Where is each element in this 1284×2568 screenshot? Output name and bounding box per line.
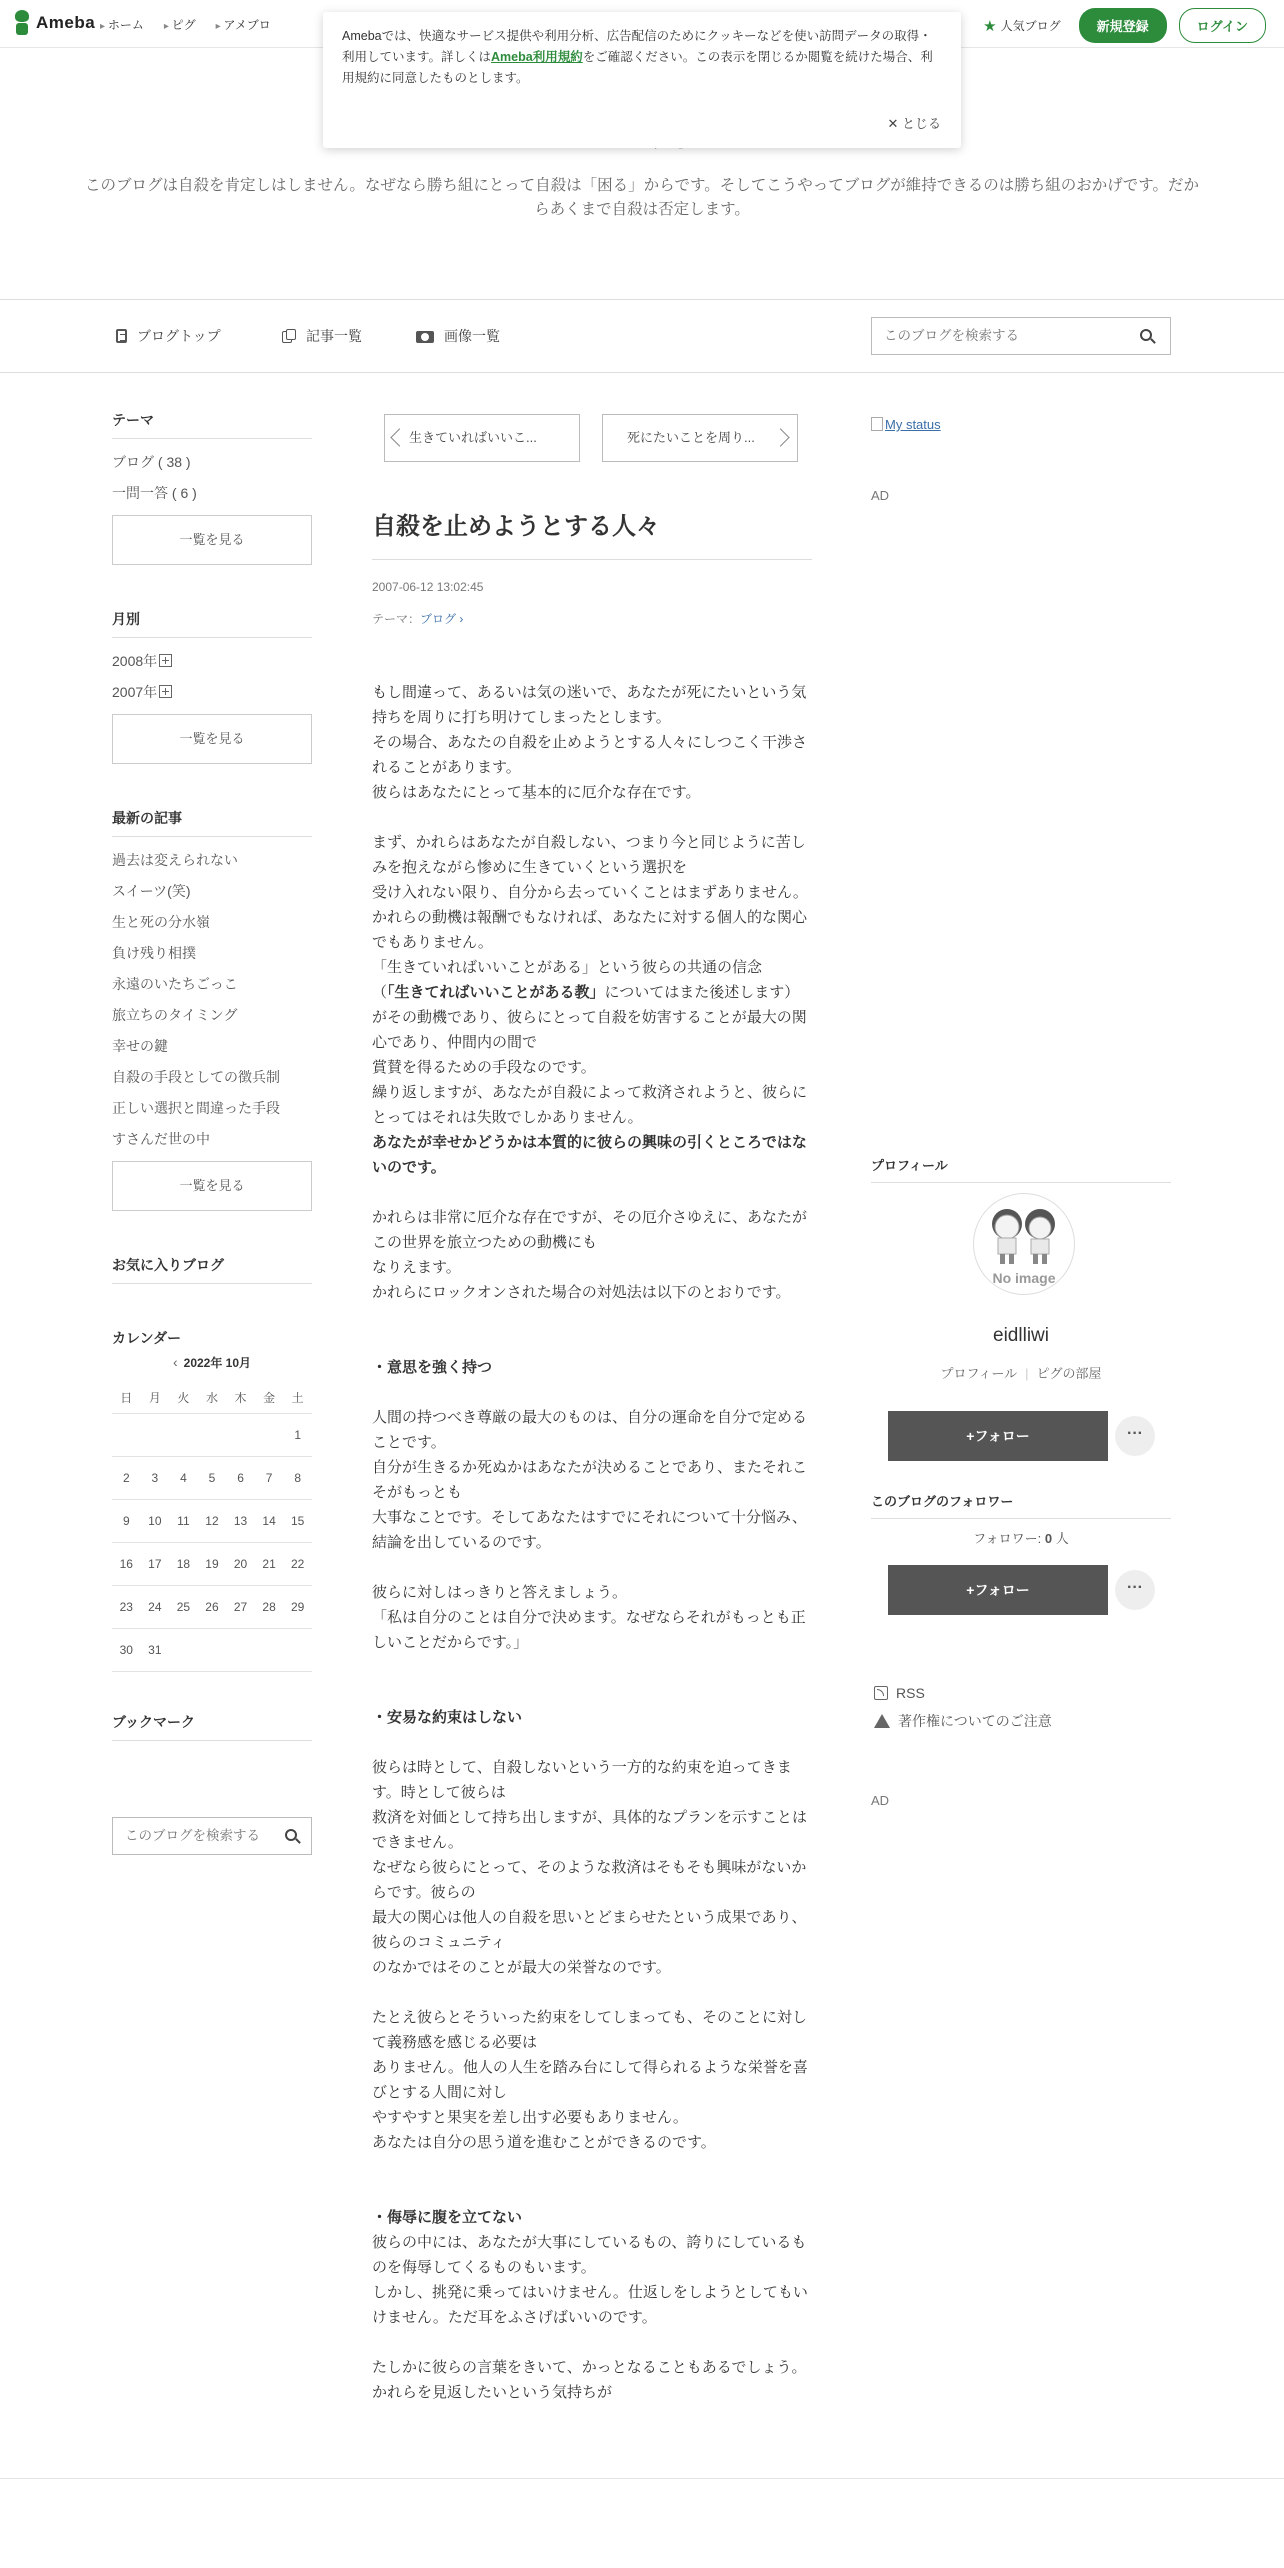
calendar-day[interactable]: 18	[176, 1557, 191, 1571]
bookmark-title: ブックマーク	[112, 1712, 312, 1741]
camera-icon	[416, 329, 434, 343]
status-link[interactable]	[871, 417, 941, 432]
calendar-weekday: 日	[120, 1390, 133, 1405]
copyright-label: 著作権についてのご注意	[898, 1713, 1052, 1729]
paragraph: 大事なことです。そしてあなたはすでにそれについて十分悩み、結論を出しているのです。	[372, 1509, 807, 1551]
calendar-day[interactable]: 26	[205, 1600, 219, 1614]
paragraph: ありません。他人の人生を踏み台にして得られるような栄誉を喜びとする人間に対し	[372, 2059, 808, 2101]
calendar-day[interactable]: 1	[294, 1428, 301, 1442]
copyright-notice-link[interactable]	[874, 1711, 1052, 1731]
popular-blog-link[interactable]	[983, 17, 1060, 35]
article-list-icon	[282, 329, 296, 343]
calendar-day[interactable]: 2	[122, 1471, 130, 1485]
calendar-weekdays	[112, 1381, 312, 1414]
paragraph: しかし、挑発に乗ってはいけません。仕返しをしようとしてもいけません。ただ耳をふさげばいいのです。	[372, 2284, 808, 2326]
pigg-room-link[interactable]: ピグの部屋	[1036, 1366, 1102, 1381]
year-2008-label: 2008年	[112, 653, 158, 669]
theme-link[interactable]: ブログ	[420, 612, 457, 626]
paragraph: なりえます。	[372, 1259, 461, 1276]
calendar-week	[112, 1414, 312, 1457]
follower-number: 0	[1044, 1531, 1053, 1546]
blog-top-link[interactable]	[116, 326, 221, 346]
section-heading: ・侮辱に腹を立てない	[372, 2209, 523, 2226]
popular-blog-label: 人気ブログ	[1000, 19, 1061, 33]
profile-title: プロフィール	[871, 1155, 1171, 1183]
ad-label: AD	[871, 488, 890, 503]
calendar-weekday: 水	[205, 1390, 218, 1405]
year-2007[interactable]	[112, 677, 312, 708]
calendar-day[interactable]: 17	[148, 1557, 162, 1571]
recent-title: 最新の記事	[112, 808, 312, 837]
paragraph: 彼らはあなたにとって基本的に厄介な存在です。	[372, 784, 701, 801]
calendar-day[interactable]: 21	[262, 1557, 276, 1571]
theme-item-qa[interactable]: 一問一答 ( 6 )	[112, 485, 197, 501]
paragraph: 賞賛を得るための手段なのです。	[372, 1059, 596, 1076]
calendar-day[interactable]: 5	[208, 1471, 216, 1485]
calendar-week	[112, 1629, 312, 1672]
paragraph: 彼らに対しはっきりと答えましょう。	[372, 1584, 628, 1601]
sidebar-search-input[interactable]	[123, 1827, 277, 1844]
calendar-day[interactable]: 20	[233, 1557, 248, 1571]
terms-link[interactable]: Ameba利用規約	[491, 50, 583, 64]
image-list-label: 画像一覧	[444, 328, 500, 344]
monthly-title: 月別	[112, 609, 312, 638]
broken-image-icon	[871, 417, 883, 431]
nav-pigg[interactable]: ▸ ピグ	[164, 16, 196, 33]
follower-count	[871, 1528, 1171, 1547]
paragraph: 繰り返しますが、あなたが自殺によって救済されようと、彼らにとってはそれは失敗でしかありません。	[372, 1084, 808, 1126]
calendar-month: 2022年 10月	[183, 1356, 252, 1370]
prev-article-label: 生きていればいいこ...	[409, 430, 537, 445]
paragraph: もし間違って、あるいは気の迷いで、あなたが死にたいという気持ちを周りに打ち明けてしまったとします。	[372, 684, 807, 726]
section-heading: ・意思を強く持つ	[372, 1359, 493, 1376]
article-list-label: 記事一覧	[306, 328, 362, 344]
recent-item[interactable]: 生と死の分水嶺	[112, 914, 210, 930]
calendar-week	[112, 1543, 312, 1586]
calendar-week	[112, 1457, 312, 1500]
paragraph: 「生きていればいいことがある」という彼らの共通の信念	[372, 959, 763, 976]
more-options-button[interactable]: ···	[1115, 1416, 1155, 1456]
calendar-day[interactable]: 22	[290, 1557, 305, 1571]
prev-article-button[interactable]	[384, 414, 580, 462]
expand-icon[interactable]	[159, 685, 172, 698]
calendar-header	[112, 1354, 312, 1371]
paragraph: かれらにロックオンされた場合の対処法は以下のとおりです。	[372, 1284, 791, 1301]
calendar-day[interactable]: 9	[122, 1514, 130, 1528]
username[interactable]: eidlliwi	[993, 1325, 1049, 1346]
favorites-title: お気に入りブログ	[112, 1255, 312, 1284]
header-actions	[983, 8, 1266, 43]
calendar-day[interactable]: 3	[151, 1471, 159, 1485]
monthly-more-button[interactable]: 一覧を見る	[112, 714, 312, 764]
recent-item[interactable]: スイーツ(笑)	[112, 883, 191, 899]
rss-icon	[874, 1686, 888, 1700]
calendar-day[interactable]: 4	[180, 1471, 187, 1485]
theme-item-blog[interactable]: ブログ ( 38 )	[112, 454, 191, 470]
paragraph: のなかではそのことが最大の栄誉なのです。	[372, 1959, 671, 1976]
chevron-left-icon	[390, 428, 408, 446]
blog-description: このブログは自殺を肯定しはしません。なぜなら勝ち組にとって自殺は「困る」からです。そしてこうやってブログが維持できるのは勝ち組のおかげです。だからあくまで自殺は否定します。	[85, 177, 1199, 218]
recent-item[interactable]: 旅立ちのタイミング	[112, 1007, 238, 1023]
calendar-day[interactable]: 12	[205, 1514, 219, 1528]
chevron-right-icon: ›	[456, 612, 464, 626]
cookie-close-button[interactable]: ✕ とじる	[887, 116, 941, 131]
paragraph: あなたは自分の思う道を進むことができるのです。	[372, 2134, 716, 2151]
follow-label: フォロー	[974, 1428, 1030, 1444]
recent-more-button[interactable]: 一覧を見る	[112, 1161, 312, 1211]
cookie-text-before: Amebaでは、快適なサービス提供や利用分析、広告配信のためにクッキーなどを使い訪問データの取得・利用しています。詳しくは	[342, 29, 932, 64]
paragraph: あなたが幸せかどうかは本質的に彼らの興味の引くところではないのです。	[372, 1134, 807, 1176]
calendar-weekday: 金	[263, 1390, 276, 1405]
calendar-day[interactable]: 13	[233, 1514, 248, 1528]
calendar-day[interactable]: 14	[262, 1514, 276, 1528]
more-options-button-2[interactable]: ···	[1115, 1570, 1155, 1610]
paragraph: 彼らは時として、自殺しないという一方的な約束を迫ってきます。時として彼らは	[372, 1759, 792, 1801]
calendar-week	[112, 1586, 312, 1629]
chevron-left-icon[interactable]: ‹	[172, 1354, 178, 1370]
calendar-weekday: 木	[234, 1390, 247, 1405]
paragraph: 自分が生きるか死ぬかはあなたが決めることであり、またそれこそがもっとも	[372, 1459, 808, 1501]
paragraph	[372, 980, 812, 1005]
image-list-link[interactable]	[416, 326, 500, 346]
paragraph: 彼らの中には、あなたが大事にしているもの、誇りにしているものを侮辱してくるものもいます。	[372, 2234, 807, 2276]
paragraph: 「私は自分のことは自分で決めます。なぜならそれがもっとも正しいことだからです。」	[372, 1609, 806, 1651]
calendar-day[interactable]: 11	[177, 1514, 190, 1528]
paragraph: たとえ彼らとそういった約束をしてしまっても、そのことに対して義務感を感じる必要は	[372, 2009, 808, 2051]
recent-item[interactable]: 自殺の手段としての徴兵制	[112, 1069, 280, 1085]
paragraph: 最大の関心は他人の自殺を思いとどまらせたという成果であり、彼らのコミュニティ	[372, 1909, 807, 1951]
left-sidebar	[112, 410, 312, 1855]
avatar[interactable]	[973, 1193, 1075, 1295]
sidebar-search-box	[112, 1817, 312, 1855]
article-pager	[384, 414, 802, 464]
profile-links: プロフィール | ピグの部屋	[940, 1366, 1102, 1381]
ameba-logo-icon	[12, 10, 32, 36]
search-icon[interactable]	[1140, 329, 1154, 343]
calendar-weekday: 土	[291, 1390, 304, 1405]
star-icon: ★	[983, 17, 997, 35]
recent-item[interactable]: 正しい選択と間違った手段	[112, 1100, 280, 1116]
article-date: 2007-06-12 13:02:45	[372, 580, 484, 594]
recent-item[interactable]: 負け残り相撲	[112, 945, 196, 961]
paragraph: 救済を対価として持ち出しますが、具体的なプランを示すことはできません。	[372, 1809, 808, 1851]
follow-button[interactable]	[888, 1411, 1108, 1461]
article-body	[372, 680, 812, 2405]
paragraph: たしかに彼らの言葉をきいて、かっとなることもあるでしょう。かれらを見返したいという気持ちが	[372, 2359, 807, 2401]
calendar-day[interactable]: 27	[233, 1600, 248, 1614]
follower-unit: 人	[1055, 1531, 1069, 1546]
recent-item[interactable]: 幸せの鍵	[112, 1038, 168, 1054]
calendar-day[interactable]: 24	[148, 1600, 162, 1614]
section-heading: ・安易な約束はしない	[372, 1709, 523, 1726]
warning-icon	[874, 1714, 890, 1728]
paragraph: その場合、あなたの自殺を止めようとする人々にしつこく干渉されることがあります。	[372, 734, 808, 776]
no-image-label: No image	[992, 1270, 1056, 1286]
bold-phrase: 「生きてればいいことがある教」	[387, 984, 605, 1001]
theme-more-button[interactable]: 一覧を見る	[112, 515, 312, 565]
calendar-day[interactable]: 10	[148, 1514, 162, 1528]
calendar-day[interactable]: 6	[237, 1471, 244, 1485]
year-2007-label: 2007年	[112, 684, 158, 700]
paragraph: かれらは非常に厄介な存在ですが、その厄介さゆえに、あなたがこの世界を旅立つための動機にも	[372, 1209, 808, 1251]
global-nav	[100, 16, 271, 33]
paragraph-tail: についてはまた後述します）	[604, 984, 800, 1001]
footer-divider	[0, 2478, 1284, 2479]
calendar	[112, 1354, 312, 1672]
calendar-day[interactable]: 23	[119, 1600, 133, 1614]
paren: （	[372, 984, 388, 1001]
calendar-title: カレンダー	[112, 1330, 182, 1346]
follow-label: フォロー	[974, 1582, 1030, 1598]
year-2008[interactable]	[112, 646, 312, 677]
paragraph: なぜなら彼らにとって、そのような救済はそもそも興味がないからです。彼らの	[372, 1859, 807, 1901]
calendar-day[interactable]: 30	[119, 1643, 133, 1657]
recent-item[interactable]: 永遠のいたちごっこ	[112, 976, 238, 992]
paragraph: がその動機であり、彼らにとって自殺を妨害することが最大の関心であり、仲間内の間で	[372, 1009, 807, 1051]
plus-icon: +	[966, 1582, 975, 1598]
recent-item[interactable]: すさんだ世の中	[112, 1131, 210, 1147]
cookie-text-after: をご確認ください。この表示を閉じるか閲覧を続けた場合、利用規約に同意したものとします。	[342, 50, 933, 85]
paragraph: まず、かれらはあなたが自殺しない、つまり今と同じように苦しみを抱えながら惨めに生きていくという選択を	[372, 834, 806, 876]
calendar-day[interactable]: 28	[262, 1600, 276, 1614]
blog-search-input[interactable]	[882, 327, 1126, 344]
ad-label-2: AD	[871, 1793, 890, 1808]
status-link-label: My status	[885, 417, 941, 432]
article-theme	[372, 610, 463, 627]
recent-item[interactable]: 過去は変えられない	[112, 852, 238, 868]
calendar-day[interactable]: 16	[119, 1557, 133, 1571]
calendar-day[interactable]: 31	[148, 1643, 162, 1657]
calendar-weekday: 月	[148, 1390, 161, 1405]
rss-link[interactable]	[874, 1685, 925, 1701]
plus-icon: +	[966, 1428, 975, 1444]
calendar-day[interactable]: 15	[290, 1514, 305, 1528]
calendar-day[interactable]: 25	[176, 1600, 191, 1614]
document-icon	[116, 329, 127, 343]
next-article-button[interactable]	[602, 414, 798, 462]
paragraph: 受け入れない限り、自分から去っていくことはまずありません。	[372, 884, 808, 901]
follow-button-2[interactable]	[888, 1565, 1108, 1615]
theme-label: テーマ：	[372, 612, 421, 626]
login-button[interactable]: ログイン	[1179, 8, 1266, 43]
rss-label: RSS	[896, 1685, 925, 1701]
calendar-day[interactable]: 7	[265, 1471, 273, 1485]
paragraph: 人間の持つべき尊厳の最大のものは、自分の運命を自分で定めることです。	[372, 1409, 808, 1451]
theme-title: テーマ	[112, 410, 312, 439]
calendar-day[interactable]: 19	[205, 1557, 219, 1571]
chevron-right-icon	[771, 428, 789, 446]
expand-icon[interactable]	[159, 654, 172, 667]
nav-home[interactable]: ▸ ホーム	[100, 16, 144, 33]
article-list-link[interactable]	[282, 326, 362, 346]
followers-title: このブログのフォロワー	[871, 1491, 1171, 1519]
calendar-weeks	[112, 1414, 312, 1672]
calendar-day[interactable]: 8	[294, 1471, 301, 1485]
ameba-logo[interactable]	[12, 10, 95, 36]
calendar-weekday: 火	[177, 1390, 190, 1405]
paragraph: やすやすと果実を差し出す必要もありません。	[372, 2109, 688, 2126]
follower-label: フォロワー:	[973, 1531, 1042, 1546]
profile-section	[871, 1155, 1171, 1808]
cookie-notice	[323, 12, 961, 148]
calendar-week	[112, 1500, 312, 1543]
logo-text: Ameba	[36, 13, 96, 32]
profile-link[interactable]: プロフィール	[940, 1366, 1018, 1381]
article-title[interactable]: 自殺を止めようとする人々	[372, 506, 812, 560]
register-button[interactable]: 新規登録	[1079, 8, 1167, 43]
blog-top-label: ブログトップ	[137, 328, 221, 344]
status-widget	[871, 416, 941, 434]
calendar-day[interactable]: 29	[290, 1600, 305, 1614]
paragraph: かれらの動機は報酬でもなければ、あなたに対する個人的な関心でもありません。	[372, 909, 808, 951]
blog-search-box	[871, 317, 1171, 355]
next-article-label: 死にたいことを周り...	[627, 430, 755, 445]
search-icon[interactable]	[285, 1829, 299, 1843]
nav-ameblo[interactable]: ▸ アメブロ	[216, 16, 271, 33]
